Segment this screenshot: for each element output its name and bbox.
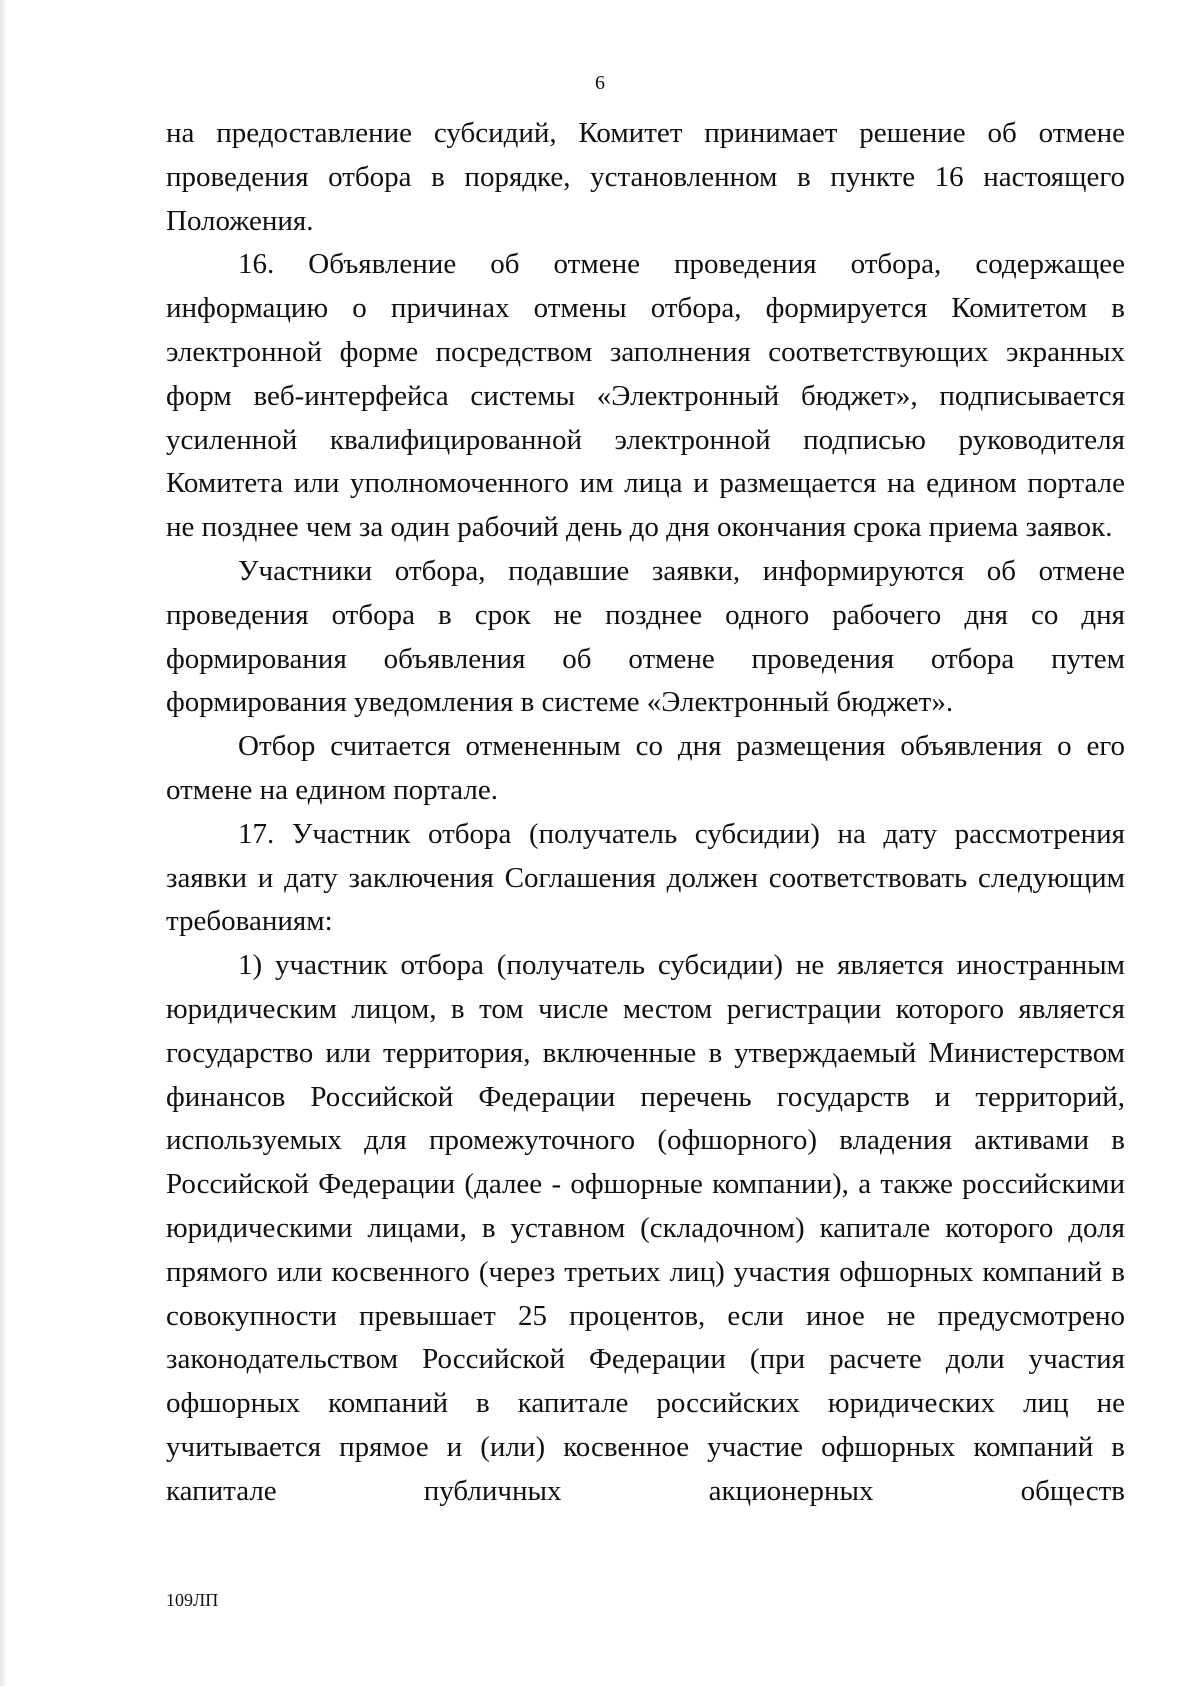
document-body	[166, 112, 1125, 1514]
paragraph-participants-notice: Участники отбора, подавшие заявки, информируются об отмене проведения отбора в срок не позднее одного рабочего дня со дня формирования объявления об отмене проведения отбора путем формирования уведомления в системе «Электронный бюджет».	[166, 554, 1125, 719]
document-code: 109ЛП	[166, 1590, 219, 1610]
scan-edge	[0, 0, 8, 1686]
paragraph-requirement-1: 1) участник отбора (получатель субсидии) не является иностранным юридическим лицом, в том числе местом регистрации которого является государство или территория, включенные в утверждаемый Министерством финансов Российской Федерации перечень государств и территорий, используемых для промежуточного (офшорного) владения активами в Российской Федерации (далее - офшорные компании), а также российскими юридическими лицами, в уставном (складочном) капитале которого доля прямого или косвенного (через третьих лиц) участия офшорных компаний в совокупности превышает 25 процентов, если иное не предусмотрено законодательством Российской Федерации (при расчете доли участия офшорных компаний в капитале российских юридических лиц не учитывается прямое и (или) косвенное участие офшорных компаний в капитале публичных акционерных обществ	[166, 949, 1125, 1507]
page-number: 6	[595, 72, 605, 94]
paragraph-continuation: на предоставление субсидий, Комитет принимает решение об отмене проведения отбора в порядке, установленном в пункте 16 настоящего Положения.	[166, 117, 1125, 237]
paragraph-cancellation-effective: Отбор считается отмененным со дня размещения объявления о его отмене на едином портале.	[166, 730, 1125, 806]
paragraph-item-16: 16. Объявление об отмене проведения отбора, содержащее информацию о причинах отмены отбора, формируется Комитетом в электронной форме посредством заполнения соответствующих экранных форм веб-интерфейса системы «Электронный бюджет», подписывается усиленной квалифицированной электронной подписью руководителя Комитета или уполномоченного им лица и размещается на едином портале не позднее чем за один рабочий день до дня окончания срока приема заявок.	[166, 248, 1125, 544]
paragraph-item-17: 17. Участник отбора (получатель субсидии) на дату рассмотрения заявки и дату заключения Соглашения должен соответствовать следующим требованиям:	[166, 817, 1125, 938]
